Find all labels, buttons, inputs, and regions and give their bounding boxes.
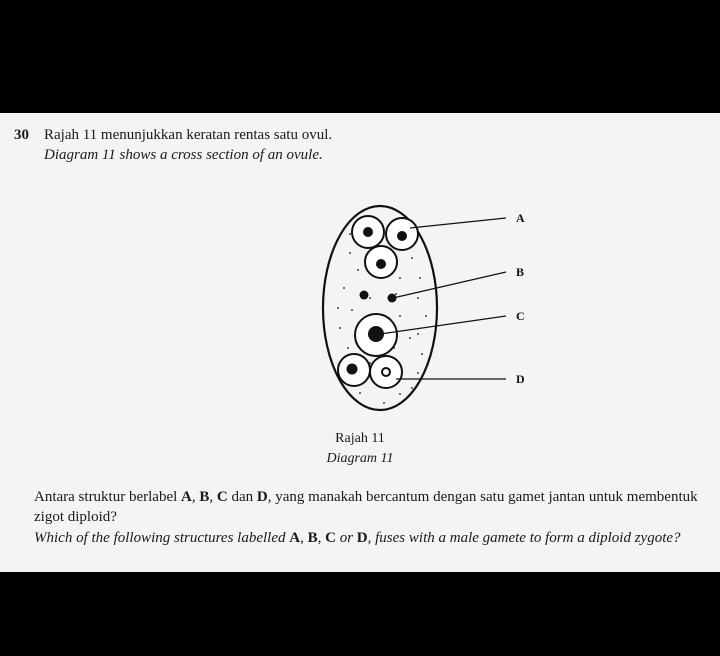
- exam-page: [0, 113, 720, 572]
- question-prompt-english: [34, 528, 714, 548]
- synergid-cells: [338, 354, 402, 388]
- prompt-ms-a: A: [181, 489, 192, 505]
- diagram-caption-malay: Rajah 11: [335, 431, 385, 446]
- question-stem-malay: Rajah 11 menunjukkan keratan rentas satu ovul.: [44, 127, 333, 143]
- prompt-ms-dan: dan: [227, 489, 257, 505]
- prompt-en-pre: Which of the following structures labelled: [34, 530, 290, 546]
- prompt-ms-d: D: [256, 489, 268, 505]
- prompt-ms-pre: Antara struktur berlabel: [34, 489, 182, 505]
- prompt-en-or: or: [335, 530, 357, 546]
- diagram-caption-english: Diagram 11: [326, 451, 394, 466]
- question-stem-english: Diagram 11 shows a cross section of an ovule.: [44, 147, 323, 163]
- label-line-b: [393, 272, 506, 298]
- label-c: C: [516, 309, 525, 323]
- prompt-en-sep1: ,: [300, 530, 308, 546]
- prompt-en-post: , fuses with a male gamete to form a diploid zygote?: [367, 530, 681, 546]
- prompt-en-a: A: [289, 530, 301, 546]
- label-b: B: [516, 265, 525, 279]
- egg-cell: [355, 314, 397, 356]
- label-line-a: [410, 218, 506, 228]
- antipodal-cells: [352, 216, 418, 278]
- label-line-c: [380, 316, 506, 334]
- prompt-en-c: C: [325, 530, 336, 546]
- prompt-ms-b: B: [199, 489, 210, 505]
- question-number: 30: [14, 127, 29, 143]
- label-d: D: [516, 372, 525, 386]
- prompt-en-b: B: [307, 530, 318, 546]
- prompt-ms-sep2: ,: [209, 489, 217, 505]
- prompt-en-d: D: [356, 530, 368, 546]
- prompt-ms-c: C: [216, 489, 228, 505]
- polar-nuclei: [360, 291, 397, 303]
- prompt-ms-post: , yang manakah bercantum dengan satu gamet jantan untuk membentuk zigot diploid?: [34, 489, 698, 525]
- label-a: A: [516, 211, 525, 225]
- ovule-diagram: [300, 198, 560, 418]
- prompt-en-sep2: ,: [317, 530, 326, 546]
- question-prompt-malay: [34, 487, 714, 527]
- prompt-ms-sep1: ,: [191, 489, 200, 505]
